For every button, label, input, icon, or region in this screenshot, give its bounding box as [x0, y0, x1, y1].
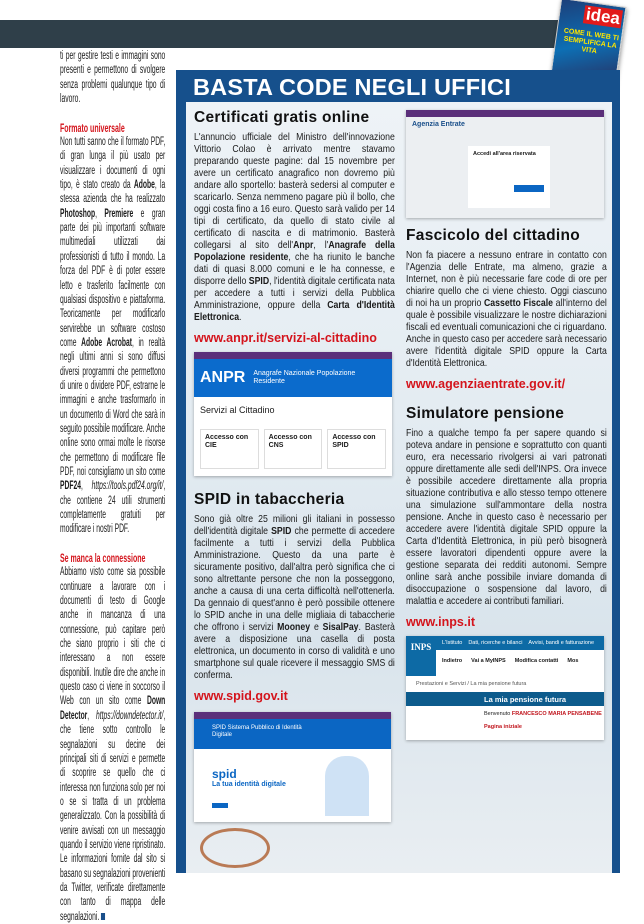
header-bar: [0, 20, 570, 48]
section-heading: SPID in tabaccheria: [194, 491, 345, 508]
anpr-section-title: Servizi al Cittadino: [200, 405, 275, 415]
myinps-link[interactable]: Vai a MyINPS: [471, 658, 506, 664]
section-body: [194, 513, 395, 681]
anpr-link[interactable]: www.anpr.it/servizi-al-cittadino: [194, 331, 377, 345]
nav-avvisi[interactable]: Avvisi, bandi e fatturazione: [528, 640, 595, 646]
login-card: [468, 146, 550, 208]
text: , che ha riunito le banche dati di quasi 8.000 comuni e le ha connesse, e disporre dello: [194, 251, 395, 287]
paragraph: [60, 565, 165, 924]
bold-text: SisalPay: [322, 621, 359, 633]
spid-button[interactable]: [212, 803, 228, 808]
text: Non tutti sanno che il formato PDF, di gran lunga il più usato per visualizzare i documenti di ogni tipo, è stato creato da: [60, 136, 166, 192]
anpr-screenshot: [194, 352, 392, 476]
cover-headline: COME IL WEB TI SEMPLIFICA LA VITA: [563, 27, 620, 56]
text: Sono già oltre 25 milioni gli italiani in possesso dell'identità digitale: [194, 513, 395, 537]
anpr-header: [194, 359, 392, 397]
page-title: La mia pensione futura: [406, 692, 604, 706]
text: , la stessa azienda che ha realizzato: [60, 179, 166, 206]
glasses-image: [200, 828, 270, 868]
left-column: [60, 49, 165, 924]
back-link[interactable]: Indietro: [442, 658, 463, 664]
browser-bar: [194, 352, 392, 359]
text: ,: [87, 709, 96, 722]
text: ,: [95, 207, 105, 220]
paragraph: [60, 49, 165, 106]
section-heading: Fascicolo del cittadino: [406, 227, 580, 244]
entrate-link[interactable]: www.agenziaentrate.gov.it/: [406, 377, 566, 391]
end-mark-icon: [101, 913, 105, 920]
welcome-line: [484, 711, 602, 718]
bold-text: SPID: [271, 525, 292, 537]
magazine-logo: idea: [584, 4, 622, 29]
inps-top-nav: [436, 636, 604, 650]
breadcrumb: Prestazioni e Servizi / La mia pensione futura: [416, 681, 527, 687]
nav-dati[interactable]: Dati, ricerche e bilanci: [468, 640, 523, 646]
bold-text: SPID: [248, 275, 270, 287]
inps-link[interactable]: www.inps.it: [406, 615, 475, 629]
box-title: BASTA CODE NEGLI UFFICI: [193, 74, 511, 100]
bold-text: Adobe: [133, 179, 155, 192]
text: e: [310, 621, 323, 633]
browser-bar: [406, 110, 604, 117]
text: , che contiene 24 utili strumenti completamente gratuiti per modificare i nostri PDF.: [60, 480, 166, 536]
bold-text: Premiere: [104, 207, 134, 220]
home-link[interactable]: Pagina iniziale: [484, 724, 522, 730]
card-cns[interactable]: Accesso con CNS: [264, 429, 323, 469]
text: ,: [80, 480, 92, 493]
text: Fino a qualche tempo fa per sapere quando si poteva andare in pensione e soprattutto con quanti euro, era necessario rivolgersi ai vari patronati oppure direttamente alle sedi dell'INPS. Ora invece è possibile accedere direttamente alla propria situazione contributiva e allo stesso tempo ottenere una simulazione sull'ammontare della nostra pensione. Anche in questo caso è necessario per accedere avere l'identità digitale SPID oppure la Carta d'Identità Elettronica, in più però bisognerà essere lavoratori dipendenti oppure avere la gestione separata dei redditi autonomi. Sempre online sarà anche possibile inviare domanda di disoccupazione o sospensione dal lavoro, di malattia e accedere ai contributi familiari.: [406, 427, 607, 607]
user-name: FRANCESCO MARIA PENSABENE: [511, 711, 602, 717]
spid-login-button[interactable]: [514, 185, 544, 192]
bold-text: Anagrafe della Popolazione residente: [194, 239, 395, 263]
spid-screenshot: [194, 712, 391, 822]
entrate-screenshot: [406, 110, 604, 218]
text: ti per gestire testi e immagini sono presenti e permettono di svolgere senza problemi qualunque tipo di lavoro.: [60, 50, 166, 106]
text: , che tiene sotto controllo le segnalazioni su decine dei principali siti di servizi e permette di scoprire se quello che ci interessa non funziona solo per noi o se si tratta di un problema generalizzato. Con la possibilità di venire avvisati con un messaggio quando il servizio viene ripristinato. Le informazioni fornite dal sito si basano su segnalazioni provenienti da Twitter, verificate direttamente con tanto di mappa delle segnalazioni.: [60, 709, 166, 923]
anpr-logo: ANPR: [200, 369, 246, 386]
text: .: [239, 311, 242, 323]
text: Abbiamo visto come sia possibile continuare a lavorare con i documenti di testo di Google anche in mancanza di una connessione, può capitare però che siano proprio i siti che ci interessano a non essere disponibili. Inutile dire che anche in questo caso ci viene in soccorso il Web con un sito come: [60, 566, 166, 708]
text: che permette di accedere facilmente a tutti i servizi della Pubblica Amministrazione. Questo da una parte è sicuramente positivo, dall'altra però significa che ci sono altrettante persone che non la posseggono, anche a causa di una certa difficoltà nell'ottenerla. Da gennaio di quest'anno è però possibile ottenere lo SPID anche in una delle migliaia di tabaccherie che offrono i servizi: [194, 525, 395, 633]
spid-header-title: SPID Sistema Pubblico di Identità Digitale: [212, 725, 302, 738]
inps-screenshot: [406, 636, 604, 740]
spid-link[interactable]: www.spid.gov.it: [194, 689, 288, 703]
more-link[interactable]: Mos: [567, 658, 579, 664]
url-text: https://downdetector.it/: [95, 709, 164, 722]
url-text: https://tools.pdf24.org/it/: [91, 480, 164, 493]
section-heading: Simulatore pensione: [406, 405, 565, 422]
spid-header: [194, 719, 391, 749]
bold-text: PDF24: [60, 480, 81, 493]
section-body: [194, 131, 395, 323]
edit-contacts-link[interactable]: Modifica contatti: [514, 658, 559, 664]
inps-main-nav: [442, 658, 578, 665]
text: . Basterà avere a disposizione una casella di posta elettronica, un documento in corso di validità e uno smartphone sul quale ricevere il messaggio SMS di conferma.: [194, 621, 395, 681]
text: L'annuncio ufficiale del Ministro dell'innovazione Vittorio Colao è arrivato mentre stavamo preparando queste pagine: dal 15 novembre per avere un certificato anagrafico non dovremo più andare allo sportello: basterà sedersi al computer e scaricarlo. Senza nemmeno pagare più il bollo, che oggi costa fino a 16 euro. Questo sarà valido per 14 tipi di certificato, da quello di stato civile al certificato di nascita e di matrimonio. Basterà collegarsi al sito dell': [194, 131, 395, 251]
spid-tagline: La tua identità digitale: [212, 781, 286, 788]
anpr-title: Anagrafe Nazionale Popolazione Residente: [253, 370, 356, 385]
text: , l'identità digitale certificata nata per accedere a tutti i servizi della Pubblica Amministrazione, oppure della: [194, 275, 395, 311]
welcome-label: Benvenuto: [484, 711, 511, 717]
browser-bar: [194, 712, 391, 719]
entrate-logo: Agenzia Entrate: [412, 121, 465, 128]
anpr-cards: [200, 429, 386, 469]
login-card-title: Accedi all'area riservata: [473, 151, 536, 157]
anpr-content: [194, 397, 392, 476]
section-heading: Certificati gratis online: [194, 109, 370, 126]
paragraph: [60, 135, 165, 537]
spid-logo: spid: [212, 767, 237, 781]
bold-text: Anpr: [293, 239, 314, 251]
bold-text: Cassetto Fiscale: [483, 297, 553, 309]
text: , in realtà negli ultimi anni si sono diffusi diversi programmi che permettono di unire o dividere PDF, estrarne le immagini e anche trasformarlo in un documento di Word che sarà in seguito possibile modificare. Anche online sono ormai molte le risorse che permettono di modificare file PDF, noi consigliamo un sito come: [60, 336, 166, 478]
text: Non fa piacere a nessuno entrare in contatto con l'Agenzia delle Entrate, ma almeno, grazie a Internet, non è più necessarie fare code di ore per chiarire quello che ci viene chiesto. Oggi ciascuno di noi ha un proprio: [406, 249, 607, 309]
right-column: [406, 110, 606, 740]
bold-text: Photoshop: [60, 207, 96, 220]
card-cie[interactable]: Accesso con CIE: [200, 429, 259, 469]
paragraph-text: [60, 566, 165, 922]
bold-text: Mooney: [277, 621, 311, 633]
bold-text: Down Detector: [60, 695, 166, 722]
subheading: Formato universale: [60, 120, 125, 135]
text: e gran parte dei più importanti software multimediali utilizzati dai professionisti di tutto il mondo. La forza del PDF è di poter essere letto e trasferito facilmente con qualsiasi dispositivo e piattaforma. Teoricamente per modificarlo servirebbe un software costoso come: [60, 207, 166, 349]
bold-text: Carta d'Identità Elettronica: [194, 299, 395, 323]
text: , l': [313, 239, 329, 251]
card-spid[interactable]: Accesso con SPID: [327, 429, 386, 469]
spid-illustration: [325, 756, 369, 816]
middle-column: [194, 108, 394, 868]
inps-logo: INPS: [406, 636, 436, 676]
section-body: [406, 427, 607, 607]
section-body: [406, 249, 607, 369]
nav-istituto[interactable]: L'Istituto: [442, 640, 463, 646]
subheading: Se manca la connessione: [60, 551, 146, 566]
text: all'interno del quale è possibile visualizzare le nostre dichiarazioni fiscali ed eventuali comunicazioni che ci riguardano. Anche in questo caso per accedere sarà necessario avere l'identità digitale SPID oppure la Carta d'Identità Elettronica.: [406, 297, 607, 369]
bold-text: Adobe Acrobat: [81, 336, 132, 349]
